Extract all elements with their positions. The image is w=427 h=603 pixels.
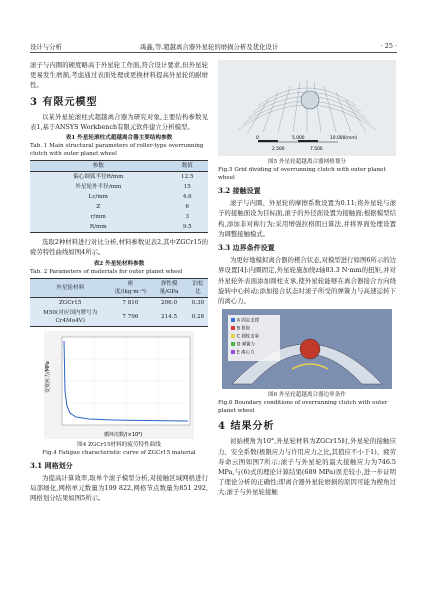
scale-label: 5.000 xyxy=(292,136,305,141)
table-cell: R/mm xyxy=(30,222,167,233)
paragraph-boundary: 为更好地模拟离合器的楔合状态,对模型进行如图6所示的边界设置[4]:内圈固定,外星轮施加绕z轴83.3 N·mm的扭矩,并对外星轮外表面添加圆柱支承,使外星轮能够在离合器接合方向绕旋转中心转动;添加接合状态时滚子所受的弹簧力与高速运转下的离心力。 xyxy=(218,256,396,306)
legend-item: A 固定支撑 xyxy=(237,318,259,324)
fig4-caption-en: Fig.4 Fatigue characteristic curve of ZGCr15 material xyxy=(42,449,196,456)
table1-title-cn: 表1 外星轮滚柱式超越离合器主要结构参数 xyxy=(65,135,173,142)
table-cell: 15 xyxy=(167,182,208,192)
fig4-caption-cn: 图4 ZGCr15材料的疲劳特性曲线 xyxy=(77,441,161,448)
page-header xyxy=(30,40,397,53)
paragraph-mesh: 为提高计算效率,取单个滚子模型分析,对接触区域网格进行局部细化,网格单元数量为199 822,网格节点数量为851 292,网格划分结果如图5所示。 xyxy=(30,473,208,503)
table2-title-en: Tab. 2 Parameters of materials for outer planet wheel xyxy=(30,268,183,275)
page-number: · 25 · xyxy=(380,42,397,50)
legend-item: C 圆柱支承 xyxy=(237,334,260,340)
mesh-figure xyxy=(218,60,396,156)
table1-header: 数值 xyxy=(167,161,208,172)
table-cell: 7 810 xyxy=(110,297,150,308)
table-cell: Z xyxy=(30,202,167,212)
table-row xyxy=(30,172,208,183)
running-title: 禹鑫,等.超越离合器外星轮的磨损分析及优化设计 xyxy=(140,43,279,51)
table-row xyxy=(30,182,208,192)
table-row xyxy=(30,222,208,233)
fatigue-xlabel: 循环次数/(×10⁸) xyxy=(104,431,143,438)
table-cell: Lc/mm xyxy=(30,192,167,202)
fig6-caption-en: Fig.6 Boundary conditions of overrunning clutch with outer planet wheel xyxy=(218,400,388,415)
table1-title-en: Tab. 1 Main structural parameters of roller-type overrunning clutch with outer planet wheel xyxy=(30,143,204,158)
table-cell: 3 xyxy=(167,212,208,222)
legend-item: B 扭矩 xyxy=(237,326,251,332)
boundary-figure xyxy=(222,309,392,389)
fig6-caption-cn: 图6 外星轮超越离合器边界条件 xyxy=(267,392,347,399)
subsection-3-2-heading: 3.2 接触设置 xyxy=(218,186,261,195)
subsection-3-3-heading: 3.3 边界条件设置 xyxy=(218,243,275,253)
table-row xyxy=(30,202,208,212)
fatigue-curve-figure xyxy=(44,331,194,439)
table-cell: ZGCr15 xyxy=(30,297,110,308)
section-4-heading: 4 结果分析 xyxy=(218,421,275,433)
table-cell: M50(对应国内牌号为Cr4Mo4V) xyxy=(30,308,110,327)
table-cell: 外星轮外半径/mm xyxy=(30,182,167,192)
table-cell: 4.6 xyxy=(167,192,208,202)
paragraph-materials: 选取2种材料进行对比分析,材料参数见表2,其中ZGCr15的疲劳特性曲线如图4所示。 xyxy=(30,238,208,257)
legend-item: E 离心力 xyxy=(237,350,255,356)
intro-paragraph: 滚子与内圈的硬度略高于外星轮工作面,符合设计要求,但外星轮更易发生磨损,考虑通过表面处理或更换材料提高外星轮的耐磨性。 xyxy=(30,61,208,90)
table-row xyxy=(30,212,208,222)
table2-header: 弹性模量/GPa xyxy=(150,278,187,297)
paragraph-model: 以某外星轮滚柱式超越离合器为研究对象,主要结构参数见表1,基于ANSYS Workbench有限元软件建立分析模型。 xyxy=(30,112,208,132)
left-column xyxy=(30,60,208,503)
fatigue-curve-plot xyxy=(44,331,194,439)
table2 xyxy=(30,278,208,327)
fig5-caption-cn: 图5 外星轮超越离合器网格划分 xyxy=(267,159,347,165)
table-cell: 9.5 xyxy=(167,222,208,233)
scale-label: 2.500 xyxy=(272,147,285,152)
table-cell: 12.5 xyxy=(167,172,208,183)
table-cell: 0.28 xyxy=(188,308,208,327)
boundary-image xyxy=(222,309,392,389)
table-cell: 214.5 xyxy=(150,308,187,327)
table-cell: r/mm xyxy=(30,212,167,222)
legend-item: D 弹簧力 xyxy=(237,342,255,348)
paragraph-contact: 滚子与内圈、外星轮的摩擦系数设置为0.11;将外星轮与滚子的接触面设为目标面,滚子的外径面设置为接触面;根据模型结构,添加非对称行为;采用增强拉格朗日算法,并将界面处理设置为调整接触模式。 xyxy=(218,199,396,238)
table-row xyxy=(30,297,208,308)
fatigue-ylabel: 交变应力/MPa xyxy=(45,360,51,393)
table-cell: 7 796 xyxy=(110,308,150,327)
table2-header: 密度/(kg·m⁻³) xyxy=(110,278,150,297)
scale-label: 7.500 xyxy=(310,147,323,152)
table2-header: 外星轮材料 xyxy=(30,278,110,297)
section-3-heading: 3 有限元模型 xyxy=(30,96,98,108)
fig5-caption-en: Fig.5 Grid dividing of overrunning clutch with outer planet wheel xyxy=(218,167,386,181)
mesh-image xyxy=(218,60,396,156)
table1 xyxy=(30,160,208,233)
scale-label: 10.000(mm) xyxy=(330,136,358,141)
table2-header: 泊松比 xyxy=(188,278,208,297)
journal-name: 设计与分析 xyxy=(30,43,62,51)
table-row xyxy=(30,192,208,202)
table-cell: 0.30 xyxy=(188,297,208,308)
table-cell: 偏心圆弧半径R/mm xyxy=(30,172,167,183)
scale-label: 0 xyxy=(256,136,259,141)
table2-title-cn: 表2 外星轮材料参数 xyxy=(93,260,145,267)
table-cell: 206.0 xyxy=(150,297,187,308)
paragraph-results: 初始楔角为10°,外星轮材料为ZGCr15时,外星轮的接触应力、安全系数(极限应力与许用应力之比,其值应不小于1)、疲劳寿命云图如图7所示;滚子与外星轮的最大接触应力为746.5 MPa,与(6)式的理论计算结果(689 MPa)误差较小,进一步证明了理论分析的正确性;即离合器外星轮磨损的原因可能为楔角过大;滚子与外星轮接触 xyxy=(218,437,396,497)
right-column xyxy=(218,60,396,498)
table1-header: 参数 xyxy=(30,161,167,172)
table-row xyxy=(30,308,208,327)
subsection-3-1-heading: 3.1 网格划分 xyxy=(30,460,73,470)
table-cell: 6 xyxy=(167,202,208,212)
